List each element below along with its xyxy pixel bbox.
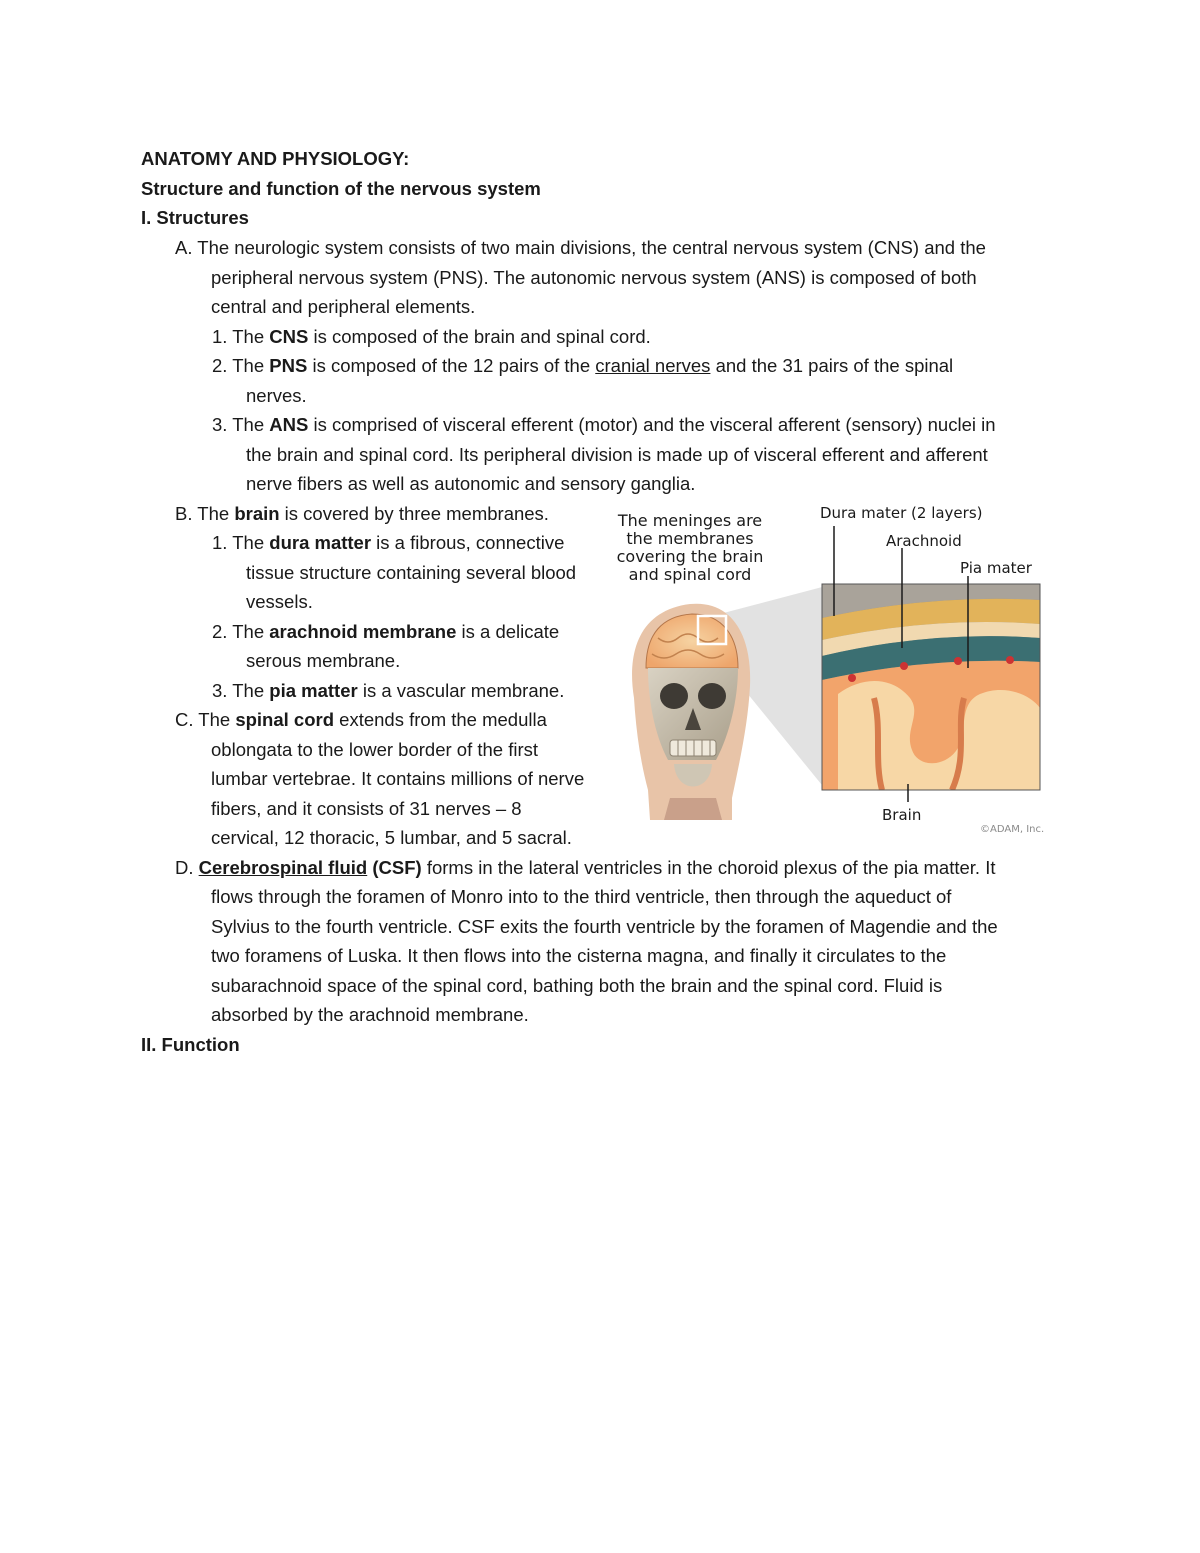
figure-caption bbox=[617, 511, 764, 584]
term-cns: CNS bbox=[269, 326, 309, 347]
item-d-line-6: absorbed by the arachnoid membrane. bbox=[211, 1004, 529, 1025]
item-a-line-2: peripheral nervous system (PNS). The autonomic nervous system (ANS) is composed of both bbox=[211, 267, 977, 288]
item-c-line-5: cervical, 12 thoracic, 5 lumbar, and 5 sacral. bbox=[211, 827, 572, 848]
item-a2: 2. The PNS is composed of the 12 pairs of the cranial nerves and the 31 pairs of the spinal bbox=[212, 355, 954, 376]
item-b2-line-2: serous membrane. bbox=[246, 650, 401, 671]
term-pia-matter: pia matter bbox=[269, 680, 358, 701]
term-spinal-cord: spinal cord bbox=[235, 709, 335, 730]
term-dura-matter: dura matter bbox=[269, 532, 372, 553]
item-d-line-4: two foramens of Luska. It then flows into the cisterna magna, and finally it circulates to the bbox=[211, 945, 947, 966]
label-pia-mater: Pia mater bbox=[960, 559, 1032, 577]
inset-cross-section bbox=[822, 584, 1040, 790]
item-a2-line-2: nerves. bbox=[246, 385, 307, 406]
meninges-illustration bbox=[612, 498, 1057, 836]
item-c-line-4: fibers, and it consists of 31 nerves – 8 bbox=[211, 798, 522, 819]
item-b2: 2. The arachnoid membrane is a delicate bbox=[212, 621, 560, 642]
term-ans: ANS bbox=[269, 414, 309, 435]
item-d-line-3: Sylvius to the fourth ventricle. CSF exits the fourth ventricle by the foramen of Magendie and the bbox=[211, 916, 998, 937]
item-d: D. Cerebrospinal fluid (CSF) forms in the lateral ventricles in the choroid plexus of the pia matter. It bbox=[175, 857, 996, 878]
item-c-line-3: lumbar vertebrae. It contains millions of nerve bbox=[211, 768, 585, 789]
section-heading-function: II. Function bbox=[141, 1034, 240, 1055]
label-dura-mater: Dura mater (2 layers) bbox=[820, 504, 983, 522]
item-a3: 3. The ANS is comprised of visceral efferent (motor) and the visceral afferent (sensory) nuclei in bbox=[212, 414, 996, 435]
label-arachnoid: Arachnoid bbox=[886, 532, 962, 550]
svg-text:the membranes: the membranes bbox=[626, 529, 754, 548]
section-heading-structures: I. Structures bbox=[141, 207, 249, 228]
label-brain: Brain bbox=[882, 806, 922, 824]
item-c: C. The spinal cord extends from the medulla bbox=[175, 709, 547, 730]
item-b: B. The brain is covered by three membranes. bbox=[175, 503, 549, 524]
doc-subtitle: Structure and function of the nervous system bbox=[141, 178, 541, 199]
item-d-line-2: flows through the foramen of Monro into to the third ventricle, then through the aqueduct of bbox=[211, 886, 952, 907]
term-pns: PNS bbox=[269, 355, 308, 376]
cranial-nerves-link[interactable]: cranial nerves bbox=[595, 355, 711, 376]
item-a1: 1. The CNS is composed of the brain and spinal cord. bbox=[212, 326, 651, 347]
item-a3-line-3: nerve fibers as well as autonomic and sensory ganglia. bbox=[246, 473, 696, 494]
term-brain: brain bbox=[234, 503, 280, 524]
item-b1: 1. The dura matter is a fibrous, connective bbox=[212, 532, 565, 553]
item-a3-line-2: the brain and spinal cord. Its peripheral division is made up of visceral efferent and afferent bbox=[246, 444, 988, 465]
doc-title: ANATOMY AND PHYSIOLOGY: bbox=[141, 148, 410, 169]
svg-text:covering the brain: covering the brain bbox=[616, 547, 764, 566]
item-c-line-2: oblongata to the lower border of the first bbox=[211, 739, 539, 760]
item-b3: 3. The pia matter is a vascular membrane. bbox=[212, 680, 565, 701]
svg-text:The meninges are: The meninges are bbox=[617, 511, 763, 530]
item-a-line-1: A. The neurologic system consists of two main divisions, the central nervous system (CNS) and the bbox=[175, 237, 986, 258]
item-b1-line-3: vessels. bbox=[246, 591, 313, 612]
csf-link[interactable]: Cerebrospinal fluid bbox=[198, 857, 368, 878]
item-d-line-5: subarachnoid space of the spinal cord, bathing both the brain and the spinal cord. Fluid is bbox=[211, 975, 943, 996]
copyright-notice: ©ADAM, Inc. bbox=[980, 824, 1045, 835]
item-a-line-3: central and peripheral elements. bbox=[211, 296, 476, 317]
skull-drawing bbox=[632, 604, 750, 820]
svg-text:and spinal cord: and spinal cord bbox=[628, 565, 752, 584]
term-arachnoid: arachnoid membrane bbox=[269, 621, 457, 642]
item-b1-line-2: tissue structure containing several blood bbox=[246, 562, 577, 583]
